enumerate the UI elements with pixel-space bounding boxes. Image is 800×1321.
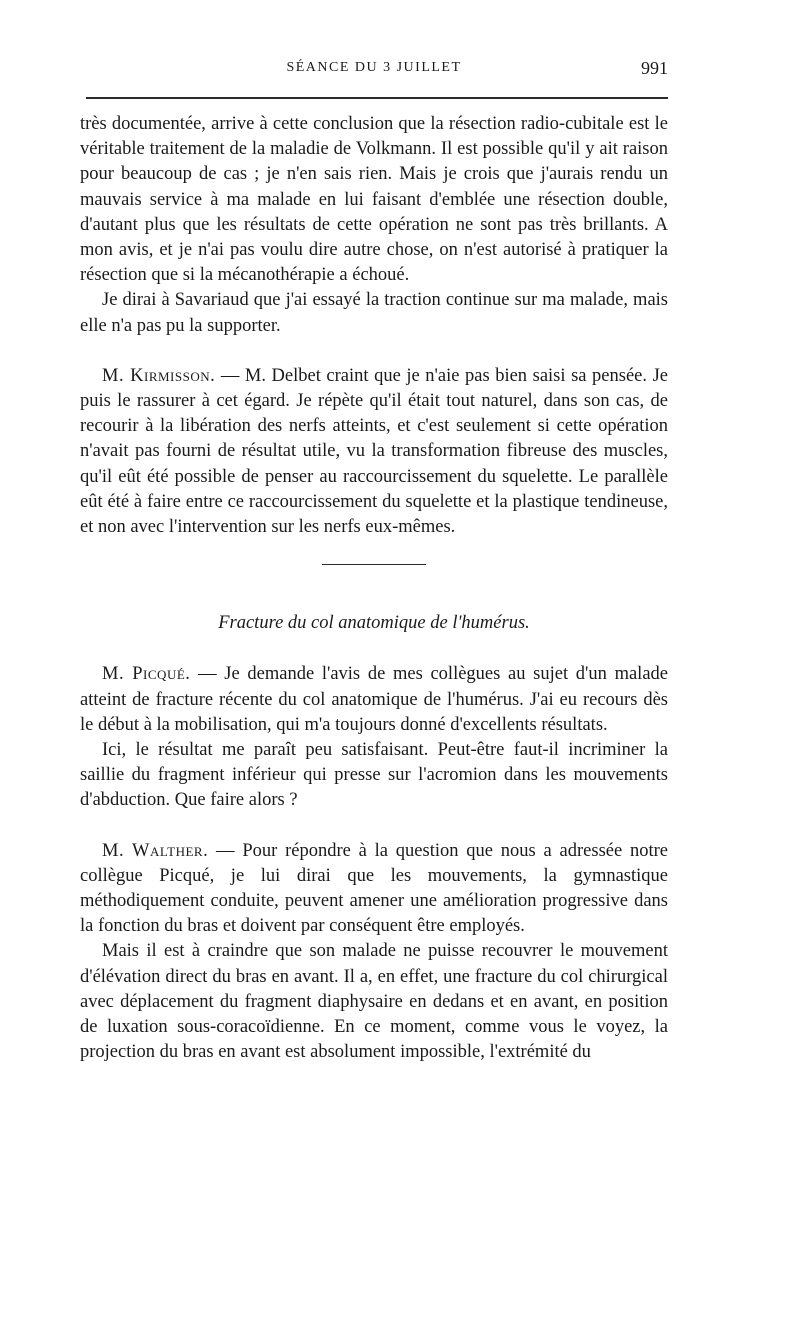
paragraph-kirmisson — [80, 364, 668, 540]
speaker-walther: M. Walther. — [102, 840, 209, 861]
body-text — [80, 112, 668, 1066]
paragraph-continuation: très documentée, arrive à cette conclusion que la résection radio-cubitale est le véritable traitement de la maladie de Volkmann. Il est possible qu'il y ait raison pour beaucoup de cas ; je n'en sais rien. Mais je crois que j'aurais rendu un mauvais service à ma malade en lui faisant d'emblée une résection double, d'autant plus que les résultats de cette opération ne sont pas très brillants. A mon avis, et je n'ai pas voulu dire autre chose, on n'est autorisé à pratiquer la résection que si la mécanothérapie a échoué. — [80, 114, 668, 286]
section-title: Fracture du col anatomique de l'humérus. — [218, 613, 530, 634]
running-head — [80, 58, 668, 84]
paragraph-picque-text: — Je demande l'avis de mes collègues au sujet d'un malade atteint de fracture récente du col anatomique de l'humérus. J'ai eu recours dès le début à la mobilisation, qui m'a toujours donné d'excellents résultats. — [80, 664, 668, 735]
paragraph-kirmisson-text: — M. Delbet craint que je n'aie pas bien saisi sa pensée. Je puis le rassurer à cet égard. Je répète qu'il était tout naturel, dans son cas, de recourir à la libération des nerfs atteints, et c'est seulement si cette opération n'avait pas fourni de résultat utile, vu la transformation fibreuse des muscles, qu'il eût été possible de penser au raccourcissement du squelette. Le parallèle eût été à faire entre ce raccourcissement du squelette et la plastique tendineuse, et non avec l'intervention sur les nerfs eux-mêmes. — [80, 365, 668, 538]
paragraph-walther — [80, 839, 668, 940]
paragraph-picque — [80, 662, 668, 738]
page-number: 991 — [641, 58, 668, 78]
paragraph-picque-question: Ici, le résultat me paraît peu satisfaisant. Peut-être faut-il incriminer la saillie du fragment inférieur qui presse sur l'acromion dans les mouvements d'abduction. Que faire alors ? — [80, 740, 668, 811]
running-title: SÉANCE DU 3 JUILLET — [286, 60, 462, 75]
paragraph-walther-continued: Mais il est à craindre que son malade ne puisse recouvrer le mouvement d'élévation direct du bras en avant. Il a, en effet, une fracture du col chirurgical avec déplacement du fragment diaphysaire en dedans et en avant, en position de luxation sous-coracoïdienne. En ce moment, comme vous le voyez, la projection du bras en avant est absolument impossible, l'extrémité du — [80, 941, 668, 1063]
paragraph-walther-text: — Pour répondre à la question que nous a adressée notre collègue Picqué, je lui dirai que les mouvements, la gymnastique méthodiquement conduite, peuvent amener une amélioration progressive dans la fonction du bras et doivent par conséquent être employés. — [80, 840, 669, 937]
header-rule — [86, 97, 668, 99]
speaker-picque: M. Picqué. — [102, 664, 191, 685]
section-separator — [322, 564, 426, 565]
paragraph-savariaud: Je dirai à Savariaud que j'ai essayé la traction continue sur ma malade, mais elle n'a pas pu la supporter. — [80, 290, 668, 336]
speaker-kirmisson: M. Kirmisson. — [102, 365, 216, 386]
